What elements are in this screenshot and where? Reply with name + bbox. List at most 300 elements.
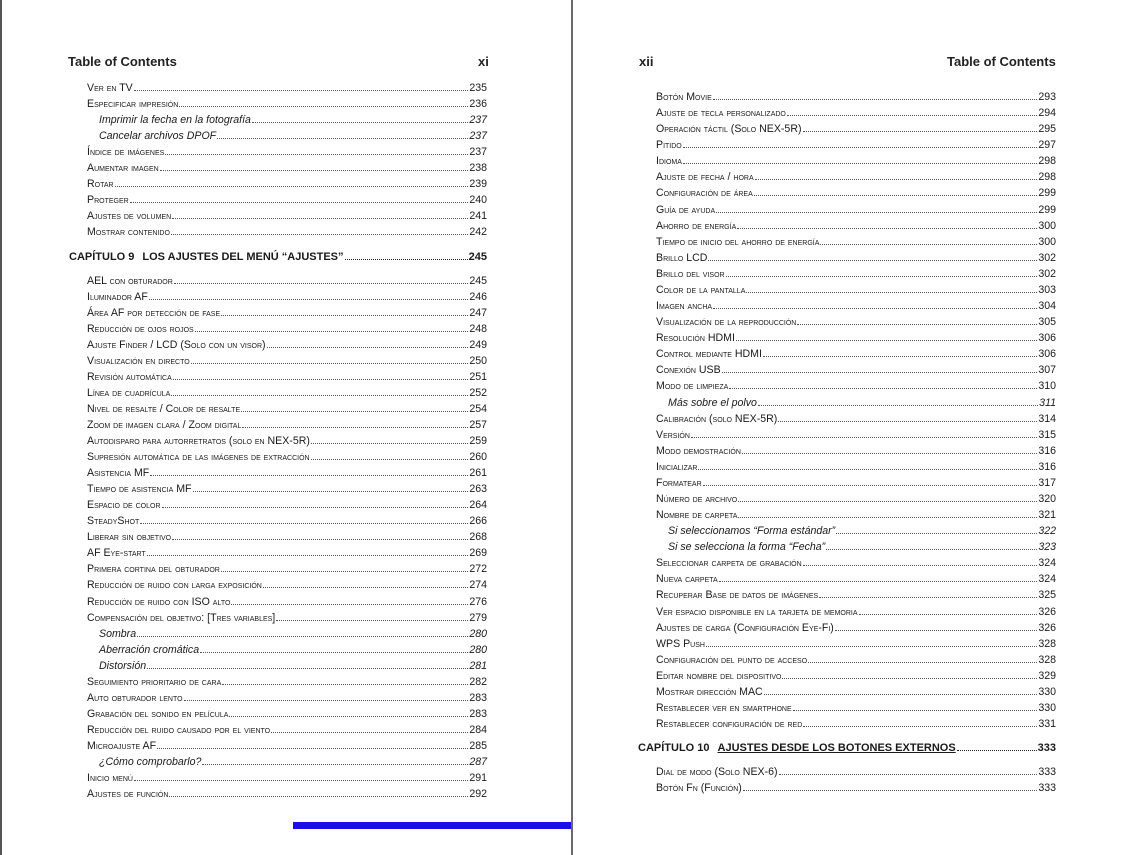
dot-leader xyxy=(171,225,468,235)
entry-title: Ahorro de energía xyxy=(656,219,737,232)
toc-entry[interactable] xyxy=(656,588,1056,602)
page-number: 245 xyxy=(468,250,487,263)
page-number: 282 xyxy=(469,675,487,688)
dot-leader xyxy=(746,283,1037,293)
page-number: 299 xyxy=(1038,203,1056,216)
page-number: 307 xyxy=(1038,364,1056,377)
toc-entry[interactable] xyxy=(87,498,487,512)
dot-leader xyxy=(729,379,1037,389)
page-number: 249 xyxy=(469,338,487,351)
dot-leader xyxy=(149,290,468,300)
entry-title: Área AF por detección de fase xyxy=(87,306,221,319)
entry-title: Seleccionar carpeta de grabación xyxy=(656,557,802,570)
toc-entry[interactable] xyxy=(656,90,1056,104)
dot-leader xyxy=(698,460,1037,470)
toc-entry[interactable] xyxy=(87,306,487,320)
dot-leader xyxy=(758,396,1038,406)
entry-title: WPS Push xyxy=(656,637,705,650)
dot-leader xyxy=(742,444,1037,454)
toc-entry[interactable] xyxy=(656,460,1056,474)
page-number: 328 xyxy=(1038,637,1056,650)
page-number: 237 xyxy=(469,130,487,143)
dot-leader xyxy=(754,186,1038,196)
page-number: 300 xyxy=(1038,235,1056,248)
entry-title: Nombre de carpeta xyxy=(656,509,738,522)
page-number: 257 xyxy=(469,418,487,431)
page-number: 330 xyxy=(1038,685,1056,698)
dot-leader xyxy=(147,659,468,669)
toc-entry[interactable] xyxy=(87,562,487,576)
toc-entry[interactable] xyxy=(87,97,487,111)
entry-title: Nivel de resalte / Color de resalte xyxy=(87,402,241,415)
entry-title: Línea de cuadrícula xyxy=(87,386,171,399)
dot-leader xyxy=(836,524,1037,534)
entry-title: Brillo LCD xyxy=(656,251,708,264)
dot-leader xyxy=(755,170,1038,180)
dot-leader xyxy=(242,418,468,428)
page-number: 298 xyxy=(1038,171,1056,184)
page-number: 266 xyxy=(469,515,487,528)
dot-leader xyxy=(184,691,469,701)
dot-leader xyxy=(708,251,1037,261)
entry-title: Zoom de imagen clara / Zoom digital xyxy=(87,418,242,431)
page-number: 250 xyxy=(469,354,487,367)
dot-leader xyxy=(787,106,1037,116)
page-number: 247 xyxy=(469,306,487,319)
entry-title: Resolución HDMI xyxy=(656,332,735,345)
page-number: 285 xyxy=(469,739,487,752)
page-number: 240 xyxy=(469,194,487,207)
dot-leader xyxy=(162,498,469,508)
toc-entry[interactable] xyxy=(656,154,1056,168)
page-number: 314 xyxy=(1038,412,1056,425)
dot-leader xyxy=(703,476,1038,486)
chapter-title: AJUSTES DESDE LOS BOTONES EXTERNOS xyxy=(717,742,956,755)
entry-title: Reducción del ruido causado por el viento xyxy=(87,723,271,736)
dot-leader xyxy=(140,514,468,524)
page-number: 325 xyxy=(1038,589,1056,602)
entry-title: Espacio de color xyxy=(87,499,161,512)
dot-leader xyxy=(173,370,469,380)
entry-title: Idioma xyxy=(656,155,682,168)
page-number: 294 xyxy=(1038,107,1056,120)
dot-leader xyxy=(691,428,1037,438)
chapter-number: CAPÍTULO 9 xyxy=(69,250,135,263)
dot-leader xyxy=(252,113,468,123)
page-number: 305 xyxy=(1038,316,1056,329)
page-number: 333 xyxy=(1038,766,1056,779)
toc-entry[interactable] xyxy=(87,739,487,753)
entry-title: Ajustes de volumen xyxy=(87,210,172,223)
dot-leader xyxy=(172,530,468,540)
page-number: 315 xyxy=(1038,428,1056,441)
entry-title: Versión xyxy=(656,428,690,441)
toc-entry[interactable] xyxy=(656,653,1056,667)
entry-title: AEL con obturador xyxy=(87,274,173,287)
entry-title: Formatear xyxy=(656,476,702,489)
dot-leader xyxy=(134,81,469,91)
dot-leader xyxy=(859,605,1038,615)
toc-entry[interactable] xyxy=(87,322,487,336)
dot-leader xyxy=(241,402,468,412)
header-page-number: xii xyxy=(639,54,654,69)
dot-leader xyxy=(737,219,1037,229)
page-number: 302 xyxy=(1038,267,1056,280)
dot-leader xyxy=(221,562,468,572)
dot-leader xyxy=(172,209,468,219)
dot-leader xyxy=(345,250,468,260)
entry-title: Revisión automática xyxy=(87,370,172,383)
entry-title: Control mediante HDMI xyxy=(656,348,762,361)
toc-entry[interactable] xyxy=(656,765,1056,779)
entry-title: Restablecer configuración de red xyxy=(656,718,803,731)
entry-title: Cancelar archivos DPOF xyxy=(99,130,217,143)
toc-entry[interactable] xyxy=(656,379,1056,393)
dot-leader xyxy=(683,154,1037,164)
toc-subentry[interactable] xyxy=(99,755,487,769)
entry-title: Ver espacio disponible en la tarjeta de memoria xyxy=(656,605,858,618)
entry-title: Ajuste de fecha / hora xyxy=(656,171,754,184)
page-number: 298 xyxy=(1038,155,1056,168)
entry-title: Tiempo de asistencia MF xyxy=(87,483,192,496)
toc-entry[interactable] xyxy=(87,338,487,352)
dot-leader xyxy=(229,707,468,717)
toc-entry[interactable] xyxy=(87,370,487,384)
entry-title: AF Eye-start xyxy=(87,547,146,560)
entry-title: ¿Cómo comprobarlo? xyxy=(99,756,202,768)
toc-entry[interactable] xyxy=(87,450,487,464)
page-number: 276 xyxy=(469,595,487,608)
page-number: 237 xyxy=(469,146,487,159)
toc-entry[interactable] xyxy=(87,546,487,560)
dot-leader xyxy=(743,781,1037,791)
toc-subentry[interactable] xyxy=(99,627,487,641)
dot-leader xyxy=(819,588,1037,598)
dot-leader xyxy=(793,701,1038,711)
entry-title: Brillo del visor xyxy=(656,267,725,280)
toc-entry[interactable] xyxy=(656,235,1056,249)
toc-subentry[interactable] xyxy=(668,524,1056,538)
toc-entry[interactable] xyxy=(656,363,1056,377)
dot-leader xyxy=(193,482,469,492)
toc-entry[interactable] xyxy=(656,315,1056,329)
dot-leader xyxy=(217,129,468,139)
page-number: 259 xyxy=(469,435,487,447)
page-number: 306 xyxy=(1038,348,1056,361)
page-number: 324 xyxy=(1038,557,1056,570)
toc-entry[interactable] xyxy=(87,611,487,625)
toc-entry[interactable] xyxy=(87,386,487,400)
entry-title: Configuración del punto de acceso xyxy=(656,653,808,666)
entry-title: Microajuste AF xyxy=(87,739,157,752)
entry-title: Índice de imágenes xyxy=(87,146,165,159)
toc-entry[interactable] xyxy=(87,482,487,496)
toc-entry[interactable] xyxy=(656,219,1056,233)
toc-entry[interactable] xyxy=(656,122,1056,136)
toc-entry[interactable] xyxy=(87,675,487,689)
dot-leader xyxy=(957,741,1037,751)
toc-entry[interactable] xyxy=(656,669,1056,683)
dot-leader xyxy=(137,627,468,637)
page-number: 311 xyxy=(1039,396,1056,409)
dot-leader xyxy=(200,643,468,653)
dot-leader xyxy=(738,492,1037,502)
toc-entry[interactable] xyxy=(87,193,487,207)
page-number: 297 xyxy=(1038,139,1056,152)
entry-title: Número de archivo xyxy=(656,493,738,505)
dot-leader xyxy=(835,621,1038,631)
toc-entry[interactable] xyxy=(87,707,487,721)
toc-entry[interactable] xyxy=(87,434,487,448)
dot-leader xyxy=(803,556,1038,566)
toc-entry[interactable] xyxy=(656,508,1056,522)
toc-chapter-heading[interactable] xyxy=(69,250,487,264)
dot-leader xyxy=(736,331,1037,341)
toc-subentry[interactable] xyxy=(668,540,1056,554)
toc-entry[interactable] xyxy=(87,530,487,544)
entry-title: Visualización de la reproducción xyxy=(656,316,797,329)
toc-entry[interactable] xyxy=(87,787,487,801)
page-number: 260 xyxy=(469,451,487,464)
entry-title: Proteger xyxy=(87,194,129,207)
toc-entry[interactable] xyxy=(656,170,1056,184)
dot-leader xyxy=(726,267,1038,277)
toc-entry[interactable] xyxy=(656,556,1056,570)
toc-entry[interactable] xyxy=(87,161,487,175)
toc-entry[interactable] xyxy=(87,402,487,416)
dot-leader xyxy=(716,203,1037,213)
dot-leader xyxy=(221,306,468,316)
toc-entry[interactable] xyxy=(656,299,1056,313)
toc-entry[interactable] xyxy=(656,428,1056,442)
dot-leader xyxy=(719,572,1038,582)
entry-title: Reducción de ojos rojos xyxy=(87,322,194,335)
page-number: 254 xyxy=(469,402,487,415)
page-number: 320 xyxy=(1038,493,1056,505)
toc-entry[interactable] xyxy=(656,331,1056,345)
page-number: 304 xyxy=(1038,300,1056,313)
page-number: 317 xyxy=(1038,476,1056,489)
toc-entry[interactable] xyxy=(656,283,1056,297)
dot-leader xyxy=(147,546,469,556)
dot-leader xyxy=(179,97,468,107)
page-number: 333 xyxy=(1038,782,1056,795)
toc-entry[interactable] xyxy=(87,225,487,239)
entry-title: Primera cortina del obturador xyxy=(87,563,220,576)
entry-title: Mostrar contenido xyxy=(87,226,170,239)
entry-title: Compensación del objetivo: [Tres variables] xyxy=(87,611,276,624)
page-number: 291 xyxy=(469,772,487,785)
toc-entry[interactable] xyxy=(87,145,487,159)
dot-leader xyxy=(779,765,1038,775)
entry-title: Supresión automática de las imágenes de extracción xyxy=(87,451,310,464)
toc-entry[interactable] xyxy=(87,771,487,785)
page-number: 324 xyxy=(1038,573,1056,586)
page-number: 331 xyxy=(1038,718,1056,731)
entry-title: Seguimiento prioritario de cara xyxy=(87,675,222,688)
entry-title: Aberración cromática xyxy=(99,643,200,656)
selection-highlight-bar xyxy=(293,822,571,829)
toc-subentry[interactable] xyxy=(99,129,487,143)
chapter-number: CAPÍTULO 10 xyxy=(638,742,710,755)
toc-entry[interactable] xyxy=(656,572,1056,586)
page-number: 310 xyxy=(1038,380,1056,393)
toc-entry[interactable] xyxy=(87,514,487,528)
entry-title: Editar nombre del dispositivo xyxy=(656,669,782,682)
dot-leader xyxy=(195,322,469,332)
page-number: 261 xyxy=(469,467,487,480)
entry-title: Reducción de ruido con larga exposición xyxy=(87,579,262,592)
toc-subentry[interactable] xyxy=(99,659,487,673)
page-number: 269 xyxy=(469,547,487,560)
entry-title: Distorsión xyxy=(99,659,147,672)
page-number: 321 xyxy=(1038,509,1056,522)
page-number: 323 xyxy=(1038,541,1056,554)
page-number: 302 xyxy=(1038,251,1056,264)
dot-leader xyxy=(165,145,468,155)
toc-entry[interactable] xyxy=(656,605,1056,619)
page-number: 280 xyxy=(469,627,487,640)
toc-entry[interactable] xyxy=(656,717,1056,731)
toc-entry[interactable] xyxy=(656,701,1056,715)
toc-entry[interactable] xyxy=(656,492,1056,506)
dot-leader xyxy=(738,508,1037,518)
entry-title: Dial de modo (Solo NEX-6) xyxy=(656,766,778,779)
page-number: 300 xyxy=(1038,219,1056,232)
entry-title: Especificar impresión xyxy=(87,98,179,111)
toc-entry[interactable] xyxy=(656,621,1056,635)
page-number: 330 xyxy=(1038,702,1056,715)
entry-title: Guía de ayuda xyxy=(656,203,716,216)
chapter-title: LOS AJUSTES DEL MENÚ “AJUSTES” xyxy=(142,250,344,263)
toc-entry[interactable] xyxy=(656,347,1056,361)
dot-leader xyxy=(157,739,468,749)
page-number: 248 xyxy=(469,322,487,335)
dot-leader xyxy=(706,637,1037,647)
page-number: 322 xyxy=(1038,525,1056,538)
page-number: 292 xyxy=(469,788,487,801)
entry-title: Botón Fn (Función) xyxy=(656,782,742,795)
dot-leader xyxy=(267,338,469,348)
toc-entry[interactable] xyxy=(87,354,487,368)
page-number: 252 xyxy=(469,386,487,399)
entry-title: Modo de limpieza xyxy=(656,380,729,393)
page-number: 264 xyxy=(469,499,487,512)
toc-entry[interactable] xyxy=(87,274,487,288)
toc-entry[interactable] xyxy=(656,106,1056,120)
page-number: 283 xyxy=(469,691,487,704)
page-number: 295 xyxy=(1038,123,1056,136)
page-number: 284 xyxy=(469,723,487,736)
dot-leader xyxy=(713,299,1037,309)
entry-title: Auto obturador lento xyxy=(87,691,183,704)
dot-leader xyxy=(713,90,1038,100)
page-number: 299 xyxy=(1038,187,1056,200)
entry-title: Inicializar xyxy=(656,460,698,473)
toc-entry[interactable] xyxy=(87,466,487,480)
toc-entry[interactable] xyxy=(87,418,487,432)
entry-title: Si se selecciona la forma “Fecha” xyxy=(668,541,826,554)
entry-title: Si seleccionamos “Forma estándar” xyxy=(668,525,836,538)
dot-leader xyxy=(763,347,1037,357)
page-number: 293 xyxy=(1038,91,1056,103)
dot-leader xyxy=(130,193,469,203)
toc-entry[interactable] xyxy=(656,412,1056,426)
dot-leader xyxy=(231,595,468,605)
entry-title: Visualización en directo xyxy=(87,354,190,367)
toc-entry[interactable] xyxy=(656,444,1056,458)
entry-title: Reducción de ruido con ISO alto xyxy=(87,595,231,608)
dot-leader xyxy=(202,755,468,765)
page-number: 236 xyxy=(469,98,487,111)
toc-entry[interactable] xyxy=(87,595,487,609)
entry-title: Tiempo de inicio del ahorro de energía xyxy=(656,235,820,248)
entry-title: Configuración de área xyxy=(656,187,753,200)
page-number: 268 xyxy=(469,531,487,544)
toc-entry[interactable] xyxy=(87,290,487,304)
dot-leader xyxy=(826,540,1037,550)
dot-leader xyxy=(778,412,1037,422)
entry-title: Aumentar imagen xyxy=(87,162,159,175)
toc-subentry[interactable] xyxy=(99,643,487,657)
dot-leader xyxy=(820,235,1037,245)
toc-entry[interactable] xyxy=(656,251,1056,265)
page-number: 263 xyxy=(469,483,487,496)
dot-leader xyxy=(171,386,468,396)
toc-entry[interactable] xyxy=(656,267,1056,281)
entry-title: Ajustes de función xyxy=(87,788,169,801)
entry-title: Inicio menú xyxy=(87,772,133,785)
dot-leader xyxy=(276,611,468,621)
toc-entry[interactable] xyxy=(656,138,1056,152)
toc-entry[interactable] xyxy=(87,177,487,191)
entry-title: Operación táctil (Solo NEX-5R) xyxy=(656,123,802,136)
entry-title: Ajuste de tecla personalizado xyxy=(656,107,786,120)
page-number: 235 xyxy=(469,82,487,94)
dot-leader xyxy=(134,771,468,781)
entry-title: Nueva carpeta xyxy=(656,573,718,586)
toc-entry[interactable] xyxy=(656,476,1056,490)
toc-entry[interactable] xyxy=(656,781,1056,795)
toc-subentry[interactable] xyxy=(668,396,1056,410)
entry-title: Autodisparo para autorretratos (solo en NEX-5R) xyxy=(87,435,310,447)
dot-leader xyxy=(160,161,469,171)
entry-title: Pitido xyxy=(656,139,682,152)
page-number: 245 xyxy=(469,274,487,287)
toc-entry[interactable] xyxy=(87,209,487,223)
entry-title: Botón Movie xyxy=(656,91,712,103)
toc-entry[interactable] xyxy=(656,203,1056,217)
page-number: 333 xyxy=(1037,742,1056,755)
entry-title: Rotar xyxy=(87,178,114,191)
dot-leader xyxy=(764,685,1038,695)
toc-entry[interactable] xyxy=(87,578,487,592)
toc-entry[interactable] xyxy=(87,723,487,737)
toc-subentry[interactable] xyxy=(99,113,487,127)
page-number: 272 xyxy=(469,563,487,576)
page-number: 280 xyxy=(469,643,487,656)
toc-entry[interactable] xyxy=(87,691,487,705)
toc-entry[interactable] xyxy=(87,81,487,95)
entry-title: Ajustes de carga (Configuración Eye-Fi) xyxy=(656,621,834,634)
entry-title: Ver en TV xyxy=(87,82,133,94)
toc-chapter-heading[interactable] xyxy=(638,741,1056,755)
toc-entry[interactable] xyxy=(656,685,1056,699)
toc-entry[interactable] xyxy=(656,186,1056,200)
toc-entry[interactable] xyxy=(656,637,1056,651)
dot-leader xyxy=(803,717,1037,727)
page-number: 306 xyxy=(1038,332,1056,345)
